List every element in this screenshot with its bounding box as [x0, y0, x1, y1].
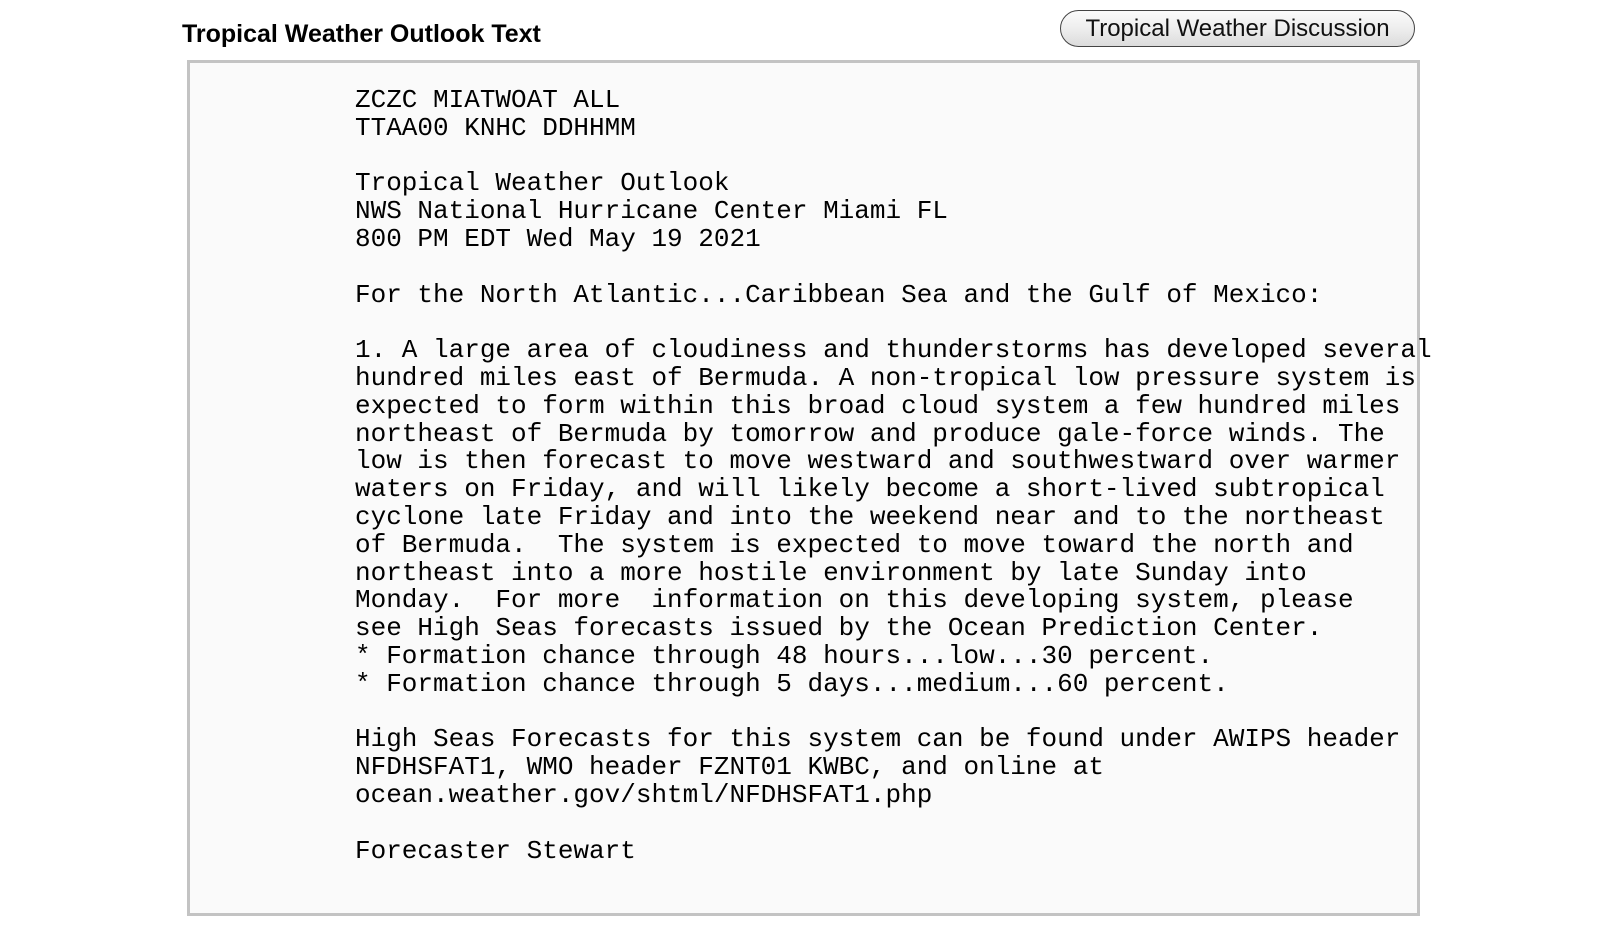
tropical-weather-discussion-button[interactable]: Tropical Weather Discussion [1060, 10, 1415, 47]
outlook-product-text: ZCZC MIATWOAT ALL TTAA00 KNHC DDHHMM Tropical Weather Outlook NWS National Hurricane Center Miami FL 800 PM EDT Wed May 19 2021 For the North Atlantic...Caribbean Sea and the Gulf of Mexico: 1. A large area of cloudiness and thunderstorms has developed several hundred miles east of Bermuda. A non-tropical low pressure system is expected to form within this broad cloud system a few hundred miles northeast of Bermuda by tomorrow and produce gale-force winds. The low is then forecast to move westward and southwestward over warmer waters on Friday, and will likely become a short-lived subtropical cyclone late Friday and into the weekend near and to the northeast of Bermuda. The system is expected to move toward the north and northeast into a more hostile environment by late Sunday into Monday. For more information on this developing system, please see High Seas forecasts issued by the Ocean Prediction Center. * Formation chance through 48 hours...low...30 percent. * Formation chance through 5 days...medium...60 percent. High Seas Forecasts for this system can be found under AWIPS header NFDHSFAT1, WMO header FZNT01 KWBC, and online at ocean.weather.gov/shtml/NFDHSFAT1.php Forecaster Stewart [355, 85, 1432, 866]
outlook-text-panel [187, 60, 1432, 916]
page-title: Tropical Weather Outlook Text [182, 20, 541, 48]
